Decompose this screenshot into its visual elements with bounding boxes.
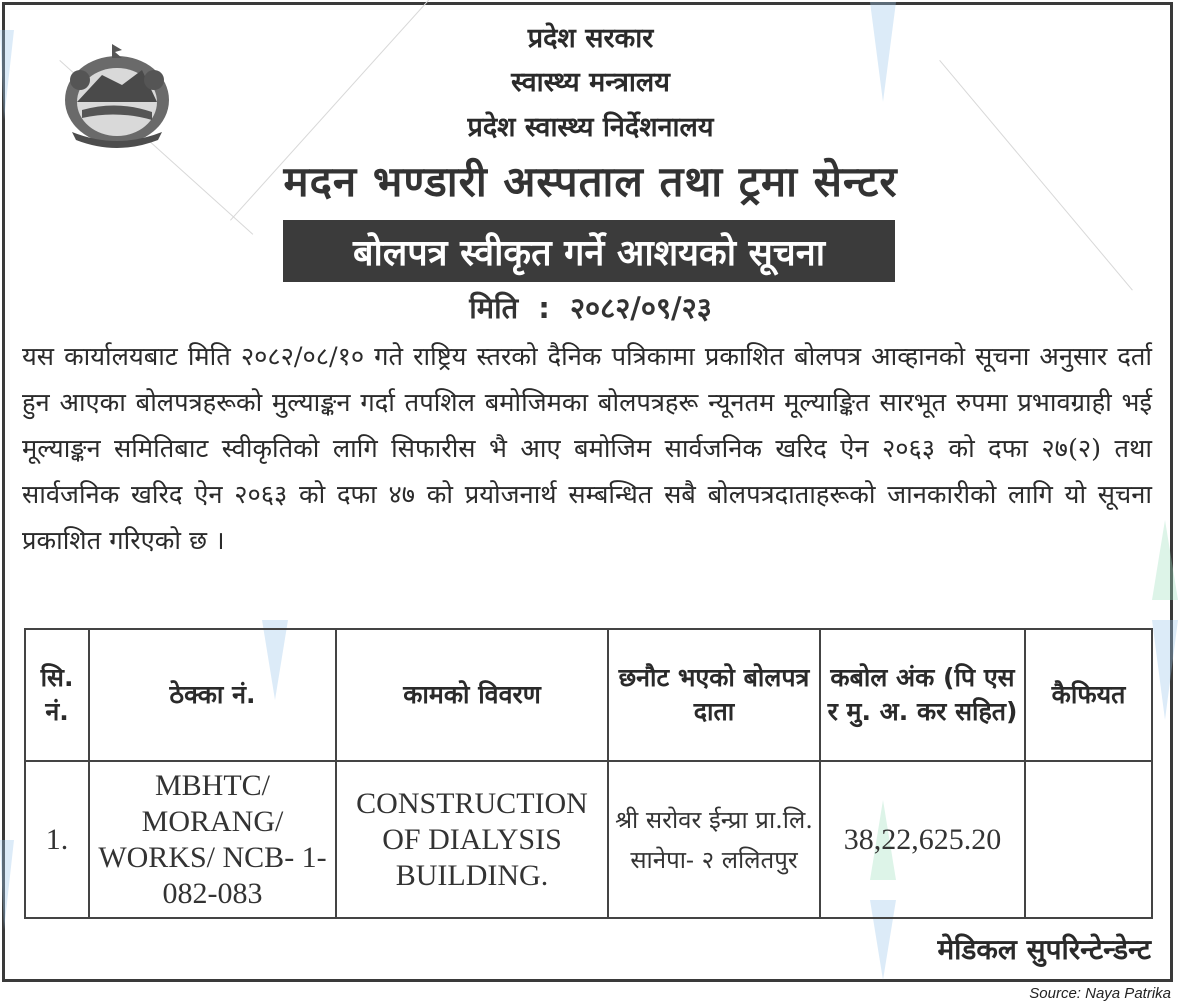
header-selected-bidder: छनौट भएको बोलपत्र दाता	[608, 629, 820, 761]
notice-title-banner	[283, 220, 895, 282]
cell-remarks	[1025, 761, 1152, 918]
watermark-arrow-icon	[0, 840, 14, 930]
table-row	[25, 761, 1152, 918]
header-remarks: कैफियत	[1025, 629, 1152, 761]
table-header-row	[25, 629, 1152, 761]
header-directorate: प्रदेश स्वास्थ्य निर्देशनालय	[467, 112, 714, 143]
header-contract-number: ठेक्का नं.	[89, 629, 336, 761]
cell-serial-number: 1.	[25, 761, 89, 918]
source-credit: Source: Naya Patrika	[1029, 985, 1171, 1002]
institution-title: मदन भण्डारी अस्पताल तथा ट्रमा सेन्टर	[283, 157, 898, 206]
notice-title: बोलपत्र स्वीकृत गर्ने आशयको सूचना	[352, 232, 826, 274]
cell-work-description: CONSTRUCTION OF DIALYSIS BUILDING.	[336, 761, 608, 918]
date-separator: :	[538, 291, 550, 325]
cell-selected-bidder: श्री सरोवर ईन्प्रा प्रा.लि. सानेपा- २ ललितपुर	[608, 761, 820, 918]
cell-contract-number: MBHTC/ MORANG/ WORKS/ NCB- 1-082-083	[89, 761, 336, 918]
date-label: मिति	[469, 291, 519, 325]
bid-result-table	[24, 628, 1153, 919]
header-ministry: स्वास्थ्य मन्त्रालय	[511, 67, 670, 98]
header-provincial-government: प्रदेश सरकार	[527, 23, 654, 54]
header-work-description: कामको विवरण	[336, 629, 608, 761]
header-serial-number: सि. नं.	[25, 629, 89, 761]
date-value: २०८२/०९/२३	[569, 291, 712, 325]
notice-body-text: यस कार्यालयबाट मिति २०८२/०८/१० गते राष्ट्रिय स्तरको दैनिक पत्रिकामा प्रकाशित बोलपत्र आव्हानको सूचना अनुसार दर्ता हुन आएका बोलपत्रहरूको मुल्याङ्कन गर्दा तपशिल बमोजिमका बोलपत्रहरू न्यूनतम मूल्याङ्कित सारभूत रुपमा प्रभावग्राही भई मूल्याङ्कन समितिबाट स्वीकृतिको लागि सिफारीस भै आए बमोजिम सार्वजनिक खरिद ऐन २०६३ को दफा २७(२) तथा सार्वजनिक खरिद ऐन २०६३ को दफा ४७ को प्रयोजनार्थ सम्बन्धित सबै बोलपत्रदाताहरूको जानकारीको लागि यो सूचना प्रकाशित गरिएको छ ।	[22, 342, 1152, 556]
cell-bid-amount: 38,22,625.20	[820, 761, 1025, 918]
header-bid-amount: कबोल अंक (पि एस र मु. अ. कर सहित)	[820, 629, 1025, 761]
notice-date	[0, 288, 1181, 327]
watermark-arrow-icon	[1150, 520, 1180, 720]
signatory-title: मेडिकल सुपरिन्टेन्डेन्ट	[937, 933, 1151, 966]
